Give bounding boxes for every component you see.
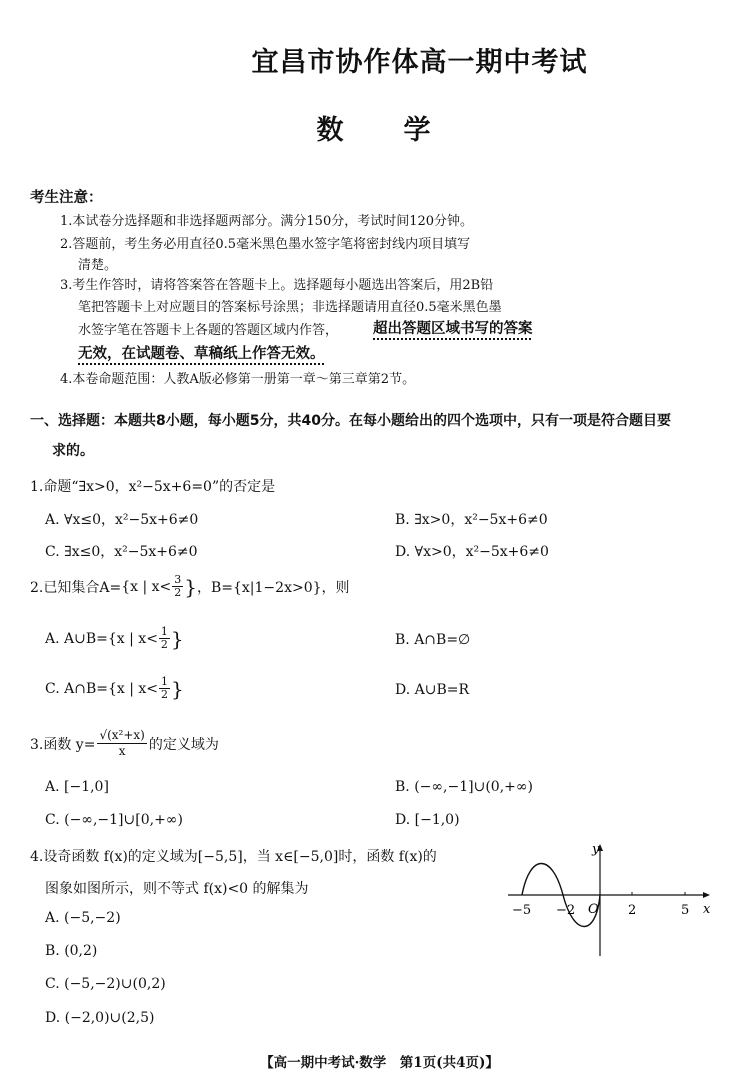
notice-line-4: 3.考生作答时，请将答案答在答题卡上。选择题每小题选出答案后，用2B铅	[60, 278, 494, 293]
q3-stem-fraction	[97, 728, 146, 759]
notice-line-7: 4.本卷命题范围：人教A版必修第一册第一章～第三章第2节。	[60, 372, 416, 387]
graph-origin-label: O	[588, 902, 599, 917]
graph-x-arrow	[703, 892, 710, 898]
q2-option-b: B. A∩B=∅	[395, 632, 471, 648]
q2-stem-suffix: ，B={x|1−2x>0}，则	[196, 579, 350, 596]
q4-option-b: B. (0,2)	[45, 943, 98, 959]
graph-label-minus5: −5	[512, 903, 532, 918]
q2-stem-prefix: 2.已知集合A=	[30, 579, 122, 596]
q2-option-c-fraction	[159, 676, 170, 701]
q2-option-c-den: 2	[161, 688, 169, 701]
graph-label-minus2: −2	[556, 903, 576, 918]
q2-option-a-prefix: A. A∪B=	[45, 630, 108, 647]
graph-label-2: 2	[628, 903, 637, 918]
notice-line-6: 水签字笔在答题卡上各题的答题区域内作答，	[78, 323, 339, 338]
notice-emphasis-1: 超出答题区域书写的答案	[373, 321, 533, 337]
q3-stem-den: x	[118, 744, 126, 758]
q4-option-c: C. (−5,−2)∪(0,2)	[45, 976, 166, 992]
q2-option-c-num: 1	[161, 675, 169, 688]
q2-stem-set: {x | x<	[121, 578, 172, 595]
q4-option-a: A. (−5,−2)	[45, 910, 121, 926]
q2-option-c-set: {x | x<	[107, 680, 159, 697]
q3-stem-prefix: 3.函数 y=	[30, 736, 96, 753]
notice-line-5: 笔把答题卡上对应题目的答案标号涂黑；非选择题请用直径0.5毫米黑色墨	[78, 300, 502, 315]
q1-option-a: A. ∀x≤0，x²−5x+6≠0	[45, 512, 199, 528]
subject-title: 数学	[316, 115, 491, 146]
page-footer: 【高一期中考试·数学 第1页(共4页)】	[260, 1055, 499, 1071]
section-heading: 一、选择题：本题共8小题，每小题5分，共40分。在每小题给出的四个选项中，只有一项是符合题目要	[30, 413, 671, 429]
q4-option-d: D. (−2,0)∪(2,5)	[45, 1010, 155, 1026]
notice-line-3: 清楚。	[78, 258, 118, 273]
q3-option-a: A. [−1,0]	[45, 779, 109, 795]
q2-option-a-fraction	[159, 626, 170, 651]
q4-stem-line-1: 4.设奇函数 f(x)的定义域为[−5,5]，当 x∈[−5,0]时，函数 f(x)的	[30, 849, 437, 865]
q2-option-a-num: 1	[160, 625, 168, 638]
q3-stem-suffix: 的定义域为	[148, 736, 219, 753]
notice-emphasis-2: 无效，在试题卷、草稿纸上作答无效。	[78, 346, 325, 362]
q1-option-d: D. ∀x>0，x²−5x+6≠0	[395, 544, 549, 560]
q2-option-c-prefix: C. A∩B=	[45, 680, 108, 697]
q1-option-c: C. ∃x≤0，x²−5x+6≠0	[45, 544, 198, 560]
q2-option-a-set: {x | x<	[107, 630, 158, 647]
section-heading-cont: 求的。	[52, 443, 94, 459]
q3-stem-num: √(x²+x)	[99, 728, 145, 742]
notice-heading: 考生注意：	[30, 190, 103, 206]
graph-y-label: y	[592, 842, 600, 857]
graph-label-5: 5	[681, 903, 690, 918]
q1-stem: 1.命题“∃x>0，x²−5x+6=0”的否定是	[30, 479, 276, 495]
q3-option-d: D. [−1,0)	[395, 812, 460, 828]
q4-function-graph	[500, 838, 720, 960]
q3-option-c: C. (−∞,−1]∪[0,+∞)	[45, 812, 183, 828]
q2-option-d: D. A∪B=R	[395, 682, 470, 698]
q2-option-c: C. A∩B= {x | x< $\frac{1}{2}$ }	[45, 675, 184, 701]
q3-option-b: B. (−∞,−1]∪(0,+∞)	[395, 779, 533, 795]
q2-stem-fraction	[172, 574, 183, 599]
q4-stem-line-2: 图象如图所示，则不等式 f(x)<0 的解集为	[45, 881, 309, 897]
notice-line-2: 2.答题前，考生务必用直径0.5毫米黑色墨水签字笔将密封线内项目填写	[60, 237, 471, 252]
q1-option-b: B. ∃x>0，x²−5x+6≠0	[395, 512, 548, 528]
q2-stem: 2.已知集合A= {x | x< $\frac{3}{2}$ } ，B={x|1−2x>0}，则	[30, 573, 350, 599]
q2-stem-fraction-den: 2	[174, 586, 182, 599]
notice-line-1: 1.本试卷分选择题和非选择题两部分。满分150分，考试时间120分钟。	[60, 214, 474, 229]
q2-stem-fraction-num: 3	[174, 573, 182, 586]
q2-option-a-den: 2	[160, 638, 168, 651]
graph-x-label: x	[703, 902, 711, 917]
exam-title: 宜昌市协作体高一期中考试	[251, 47, 588, 78]
q3-stem	[30, 728, 219, 759]
q2-option-a: A. A∪B= {x | x< $\frac{1}{2}$ }	[45, 625, 184, 651]
